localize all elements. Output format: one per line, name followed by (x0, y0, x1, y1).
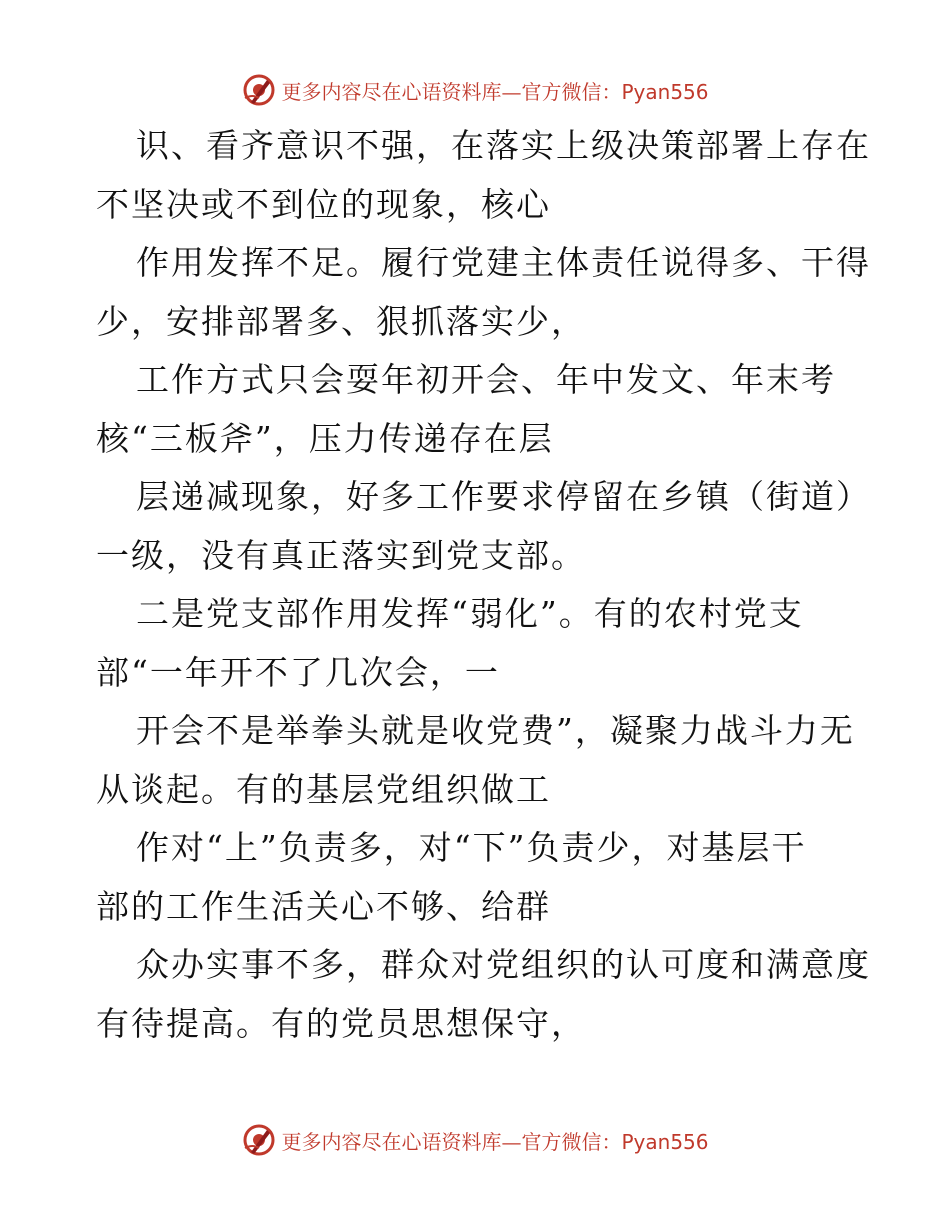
paragraph-line: 部的工作生活关心不够、给群 (96, 886, 551, 926)
banner-main-text: 更多内容尽在心语资料库 (281, 1129, 502, 1154)
paragraph (96, 234, 871, 351)
paragraph-line: 识、看齐意识不强，在落实上级决策部署上存在 (136, 126, 871, 165)
banner-separator: — (501, 79, 522, 104)
banner-wechat-label: 官方微信： (521, 1129, 622, 1154)
paragraph-line: 开会不是举拳头就是收党费”，凝聚力战斗力无 (136, 711, 855, 750)
paragraph-line: 从谈起。有的基层党组织做工 (96, 769, 551, 809)
paragraph (96, 702, 856, 819)
paragraph (96, 819, 856, 936)
banner-wechat-id: Pyan556 (621, 1129, 709, 1154)
paragraph-line: 核“三板斧”，压力传递存在层 (96, 418, 554, 458)
document-body (96, 117, 871, 1053)
paragraph-line: 作用发挥不足。履行党建主体责任说得多、干得 (136, 243, 871, 282)
paragraph (96, 468, 871, 585)
paragraph-line: 工作方式只会耍年初开会、年中发文、年末考 (136, 360, 836, 399)
paragraph-line: 不坚决或不到位的现象，核心 (96, 184, 551, 224)
banner-text (281, 1126, 708, 1155)
quill-seal-icon (241, 1122, 277, 1158)
banner-text (281, 76, 708, 105)
paragraph (96, 585, 856, 702)
header-banner (0, 70, 950, 110)
paragraph-line: 部“一年开不了几次会，一 (96, 652, 500, 692)
footer-banner (0, 1120, 950, 1160)
paragraph-line: 层递减现象，好多工作要求停留在乡镇（街道） (136, 477, 871, 516)
paragraph (96, 117, 871, 234)
banner-wechat-id: Pyan556 (621, 79, 709, 104)
paragraph (96, 351, 856, 468)
paragraph-line: 有待提高。有的党员思想保守， (96, 1003, 586, 1043)
paragraph-line: 众办实事不多，群众对党组织的认可度和满意度 (136, 945, 871, 984)
banner-main-text: 更多内容尽在心语资料库 (281, 79, 502, 104)
quill-seal-icon (241, 72, 277, 108)
paragraph-line: 少，安排部署多、狠抓落实少， (96, 301, 586, 341)
paragraph (96, 936, 871, 1053)
paragraph-line: 一级，没有真正落实到党支部。 (96, 535, 586, 575)
paragraph-line: 二是党支部作用发挥“弱化”。有的农村党支 (136, 594, 804, 633)
paragraph-line: 作对“上”负责多，对“下”负责少，对基层干 (136, 828, 807, 867)
banner-wechat-label: 官方微信： (521, 79, 622, 104)
banner-separator: — (501, 1129, 522, 1154)
